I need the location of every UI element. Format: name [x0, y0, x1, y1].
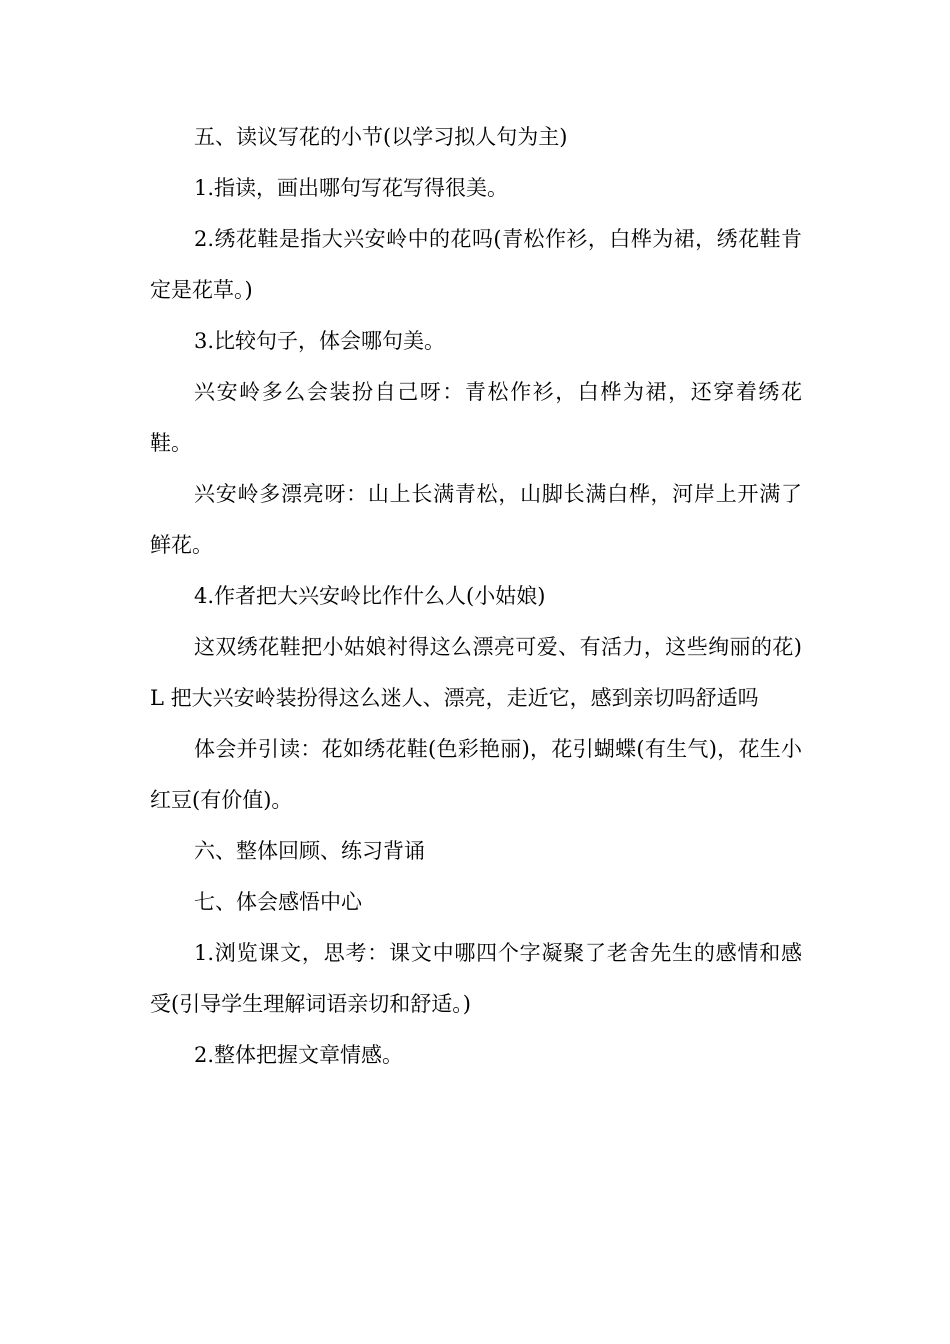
paragraph-guided-reading: 体会并引读：花如绣花鞋(色彩艳丽)，花引蝴蝶(有生气)，花生小红豆(有价值)。 [150, 737, 802, 812]
section-heading-6: 六、整体回顾、练习背诵 [194, 839, 425, 863]
paragraph-sentence-b: 兴安岭多漂亮呀：山上长满青松，山脚长满白桦，河岸上开满了鲜花。 [150, 482, 802, 557]
paragraph-sentence-a: 兴安岭多么会装扮自己呀：青松作衫，白桦为裙，还穿着绣花鞋。 [150, 380, 802, 455]
paragraph-item-7-2: 2.整体把握文章情感。 [194, 1043, 404, 1067]
paragraph-explanation: 这双绣花鞋把小姑娘衬得这么漂亮可爱、有活力，这些绚丽的花)L 把大兴安岭装扮得这么迷人、漂亮，走近它，感到亲切吗舒适吗 [150, 635, 802, 710]
paragraph-item-2: 2.绣花鞋是指大兴安岭中的花吗(青松作衫，白桦为裙，绣花鞋肯定是花草。) [150, 227, 802, 302]
paragraph-item-1: 1.指读，画出哪句写花写得很美。 [194, 176, 509, 200]
paragraph-item-4: 4.作者把大兴安岭比作什么人(小姑娘) [194, 584, 546, 608]
section-heading-7: 七、体会感悟中心 [194, 890, 362, 914]
section-heading-5: 五、读议写花的小节(以学习拟人句为主) [194, 125, 568, 149]
paragraph-item-7-1: 1.浏览课文，思考：课文中哪四个字凝聚了老舍先生的感情和感受(引导学生理解词语亲切和舒适。) [150, 941, 802, 1016]
document-body [150, 112, 802, 1081]
paragraph-item-3: 3.比较句子，体会哪句美。 [194, 329, 446, 353]
